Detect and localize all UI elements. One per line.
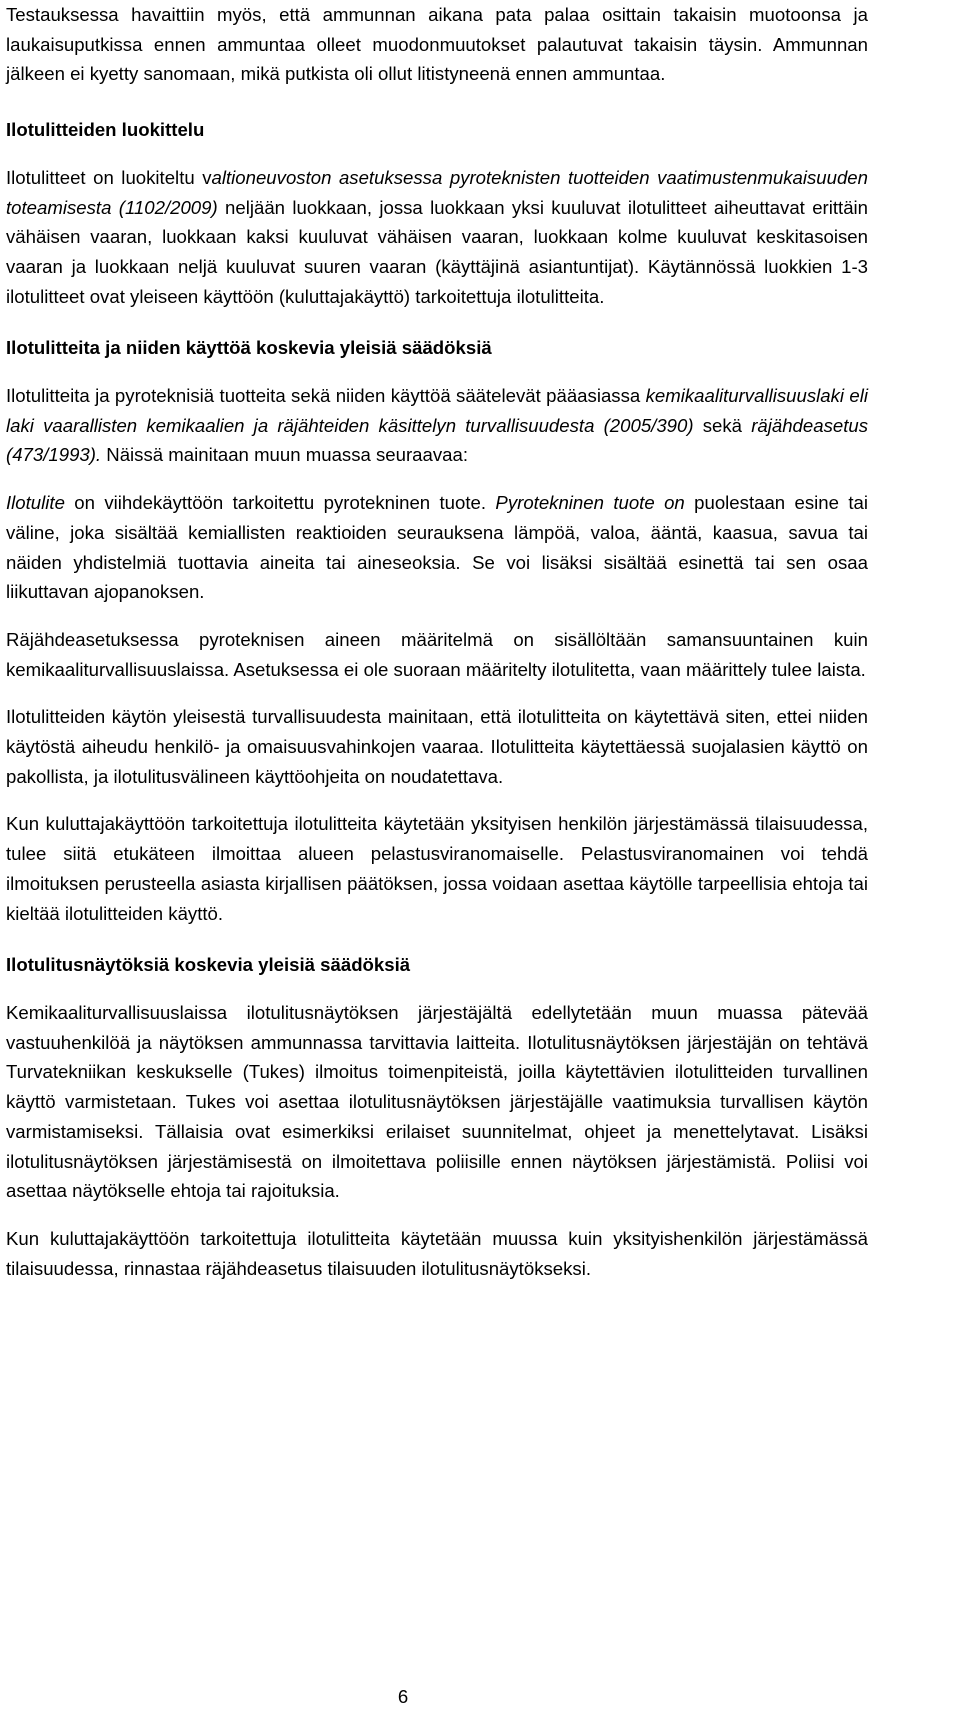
spacer <box>6 791 868 809</box>
explosives-decree-paragraph: Räjähdeasetuksessa pyroteknisen aineen määritelmä on sisällöltään samansuuntainen kuin kemikaaliturvallisuuslaissa. Asetuksessa ei ole suoraan määritelty ilotulitetta, vaan määrittely tulee laista. <box>6 628 868 680</box>
spacer <box>6 980 868 998</box>
regulations-paragraph <box>6 381 868 470</box>
text-run: puolestaan esine tai väline, joka sisältää kemiallisten reaktioiden seurauksena lämpöä, valoa, ääntä, kaasua, savua tai näiden yhdistelmiä tuottavia aineita tai aineseoksia. Se voi lisäksi sisältää esinettä tai sen osaa liikuttavan ajopanoksen. <box>6 492 868 603</box>
text-run: Ilotulitteita ja pyroteknisiä tuotteita sekä niiden käyttöä säätelevät pääasiassa <box>6 385 646 407</box>
intro-paragraph: Testauksessa havaittiin myös, että ammunnan aikana pata palaa osittain takaisin muotoonsa ja laukaisuputkissa ennen ammuntaa olleet muodonmuutokset palautuvat takaisin täysin. Ammunnan jälkeen ei kyetty sanomaan, mikä putkista oli ollut litistyneenä ennen ammuntaa. <box>6 4 868 85</box>
spacer <box>6 928 868 950</box>
spacer <box>6 145 868 163</box>
spacer <box>6 607 868 625</box>
text-run: neljään luokkaan, jossa luokkaan yksi kuuluvat ilotulitteet aiheuttavat erittäin vähäisen vaaran, luokkaan kaksi kuuluvat vähäisen vaaran, luokkaan kolme kuuluvat keskitasoisen vaaran ja luokkaan neljä kuuluvat suuren vaaran (käyttäjinä asiantuntijat). Käytännössä luokkien 1-3 ilotulitteet ovat yleiseen käyttöön (kuluttajakäyttö) tarkoitettuja ilotulitteita. <box>6 196 869 307</box>
spacer <box>6 1206 868 1224</box>
section-heading-classification: Ilotulitteiden luokittelu <box>6 119 205 141</box>
text-run: Näissä mainitaan muun muassa seuraavaa: <box>101 444 469 466</box>
display-requirements-paragraph: Kemikaaliturvallisuuslaissa ilotulitusnäytöksen järjestäjältä edellytetään muun muassa pätevää vastuuhenkilöä ja näytöksen ammunnassa tarvittavia laitteita. Ilotulitusnäytöksen järjestäjän on tehtävä Turvatekniikan keskukselle (Tukes) ilmoitus toimenpiteistä, joilla käytettävien ilotulitteiden turvallinen käyttö varmistetaan. Tukes voi asettaa ilotulitusnäytöksen järjestäjälle vaatimuksia turvallisen käytön varmistamiseksi. Tällaisia ovat esimerkiksi erilaiset suunnitelmat, ohjeet ja menettelytavat. Lisäksi ilotulitusnäytöksen järjestämisestä on ilmoitettava poliisille ennen näytöksen järjestämistä. Poliisi voi asettaa näytökselle ehtoja tai rajoituksia. <box>6 1001 868 1202</box>
term-pyrotechnic-article: Pyrotekninen tuote on <box>495 492 685 514</box>
decree-citation: räjähdeasetus (473/1993). <box>6 414 869 466</box>
spacer <box>6 470 868 488</box>
term-firework: Ilotulite <box>6 492 65 514</box>
spacer <box>6 684 868 702</box>
text-run: on viihdekäyttöön tarkoitettu pyrotekninen tuote. <box>64 492 496 514</box>
private-use-paragraph: Kun kuluttajakäyttöön tarkoitettuja ilotulitteita käytetään yksityisen henkilön järjestämässä tilaisuudessa, tulee siitä etukäteen ilmoittaa alueen pelastusviranomaiselle. Pelastusviranomainen voi tehdä ilmoituksen perusteella asiasta kirjallisen päätöksen, jossa voidaan asettaa käytölle tarpeellisia ehtoja tai kieltää ilotulitteiden käyttö. <box>6 813 868 924</box>
section-heading-general-regulations: Ilotulitteita ja niiden käyttöä koskevia yleisiä säädöksiä <box>6 337 492 359</box>
text-run: Ilotulitteet on luokiteltu v <box>6 166 212 188</box>
section-heading-display-regulations: Ilotulitusnäytöksiä koskevia yleisiä säädöksiä <box>6 954 411 976</box>
law-citation: kemikaaliturvallisuuslaki eli laki vaarallisten kemikaalien ja räjähteiden käsittelyn turvallisuudesta (2005/390) <box>6 385 868 436</box>
text-run: sekä <box>693 414 752 436</box>
page-number: 6 <box>397 1686 409 1707</box>
document-page <box>6 0 868 1283</box>
spacer <box>6 89 868 115</box>
regulation-citation: altioneuvoston asetuksessa pyroteknisten tuotteiden vaatimustenmukaisuuden toteamisesta (1102/2009) <box>6 166 868 218</box>
general-safety-paragraph: Ilotulitteiden käytön yleisestä turvallisuudesta mainitaan, että ilotulitteita on käytettävä siten, ettei niiden käytöstä aiheudu henkilö- ja omaisuusvahinkojen vaaraa. Ilotulitteita käytettäessä suojalasien käyttö on pakollista, ja ilotulitusvälineen käyttöohjeita on noudatettava. <box>6 706 868 787</box>
classification-paragraph <box>6 163 868 312</box>
display-equivalence-paragraph: Kun kuluttajakäyttöön tarkoitettuja ilotulitteita käytetään muussa kuin yksityishenkilön järjestämässä tilaisuudessa, rinnastaa räjähdeasetus tilaisuuden ilotulitusnäytökseksi. <box>6 1227 868 1279</box>
spacer <box>6 311 868 333</box>
spacer <box>6 363 868 381</box>
definition-paragraph <box>6 488 868 607</box>
